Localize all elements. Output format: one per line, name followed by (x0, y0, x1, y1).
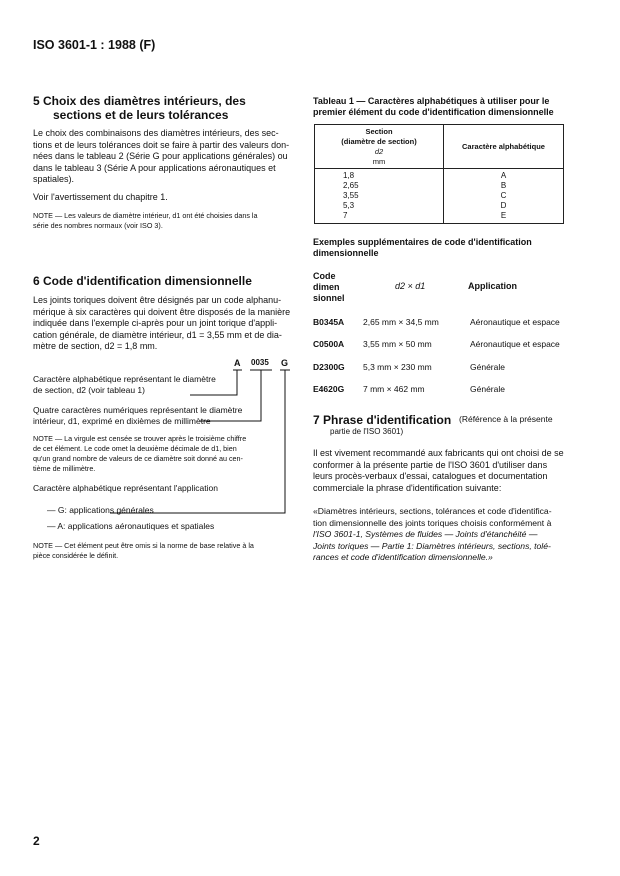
char1-description (33, 374, 216, 396)
examples-header-dims: d2 × d1 (395, 281, 426, 291)
text-line: Caractère alphabétique représentant le diamètre (33, 374, 216, 384)
table-cell-value: 2,65 (343, 181, 359, 190)
text-line: de cet élément. Le code omet la deuxième décimale de d1, bien (33, 444, 237, 453)
text-line: Le choix des combinaisons des diamètres intérieurs, des sec- (33, 128, 279, 138)
document-header: ISO 3601-1 : 1988 (F) (33, 38, 156, 52)
app-char-label: Caractère alphabétique représentant l'application (33, 483, 218, 493)
header-section-cell (315, 125, 444, 169)
table-header-row (315, 125, 564, 169)
example-app: Aéronautique et espace (470, 339, 560, 349)
table-cell-value: 1,8 (343, 171, 355, 180)
code-char-g: G (281, 358, 289, 368)
char4-note (33, 434, 293, 474)
examples-header-code (313, 271, 345, 304)
text-line: Exemples supplémentaires de code d'identification (313, 237, 532, 247)
text-line: qu'un grand nombre de valeurs de ce diamètre soit donné au cen- (33, 454, 243, 463)
text-line: pièce considérée le définit. (33, 551, 119, 560)
code-digits: 0035 (251, 358, 269, 367)
text-line: Section (365, 126, 393, 136)
app-item-general: — G: applications générales (47, 505, 154, 515)
text-line: dimen (313, 282, 340, 292)
text-line: Les joints toriques doivent être désignés par un code alphanu- (33, 295, 282, 305)
examples-title (313, 237, 532, 259)
text-line: NOTE — Cet élément peut être omis si la norme de base relative à la (33, 541, 254, 550)
table-body-row (315, 169, 564, 224)
text-line: tion dimensionnelle des joints toriques choisis conformément à (313, 517, 552, 528)
text-line: NOTE — La virgule est censée se trouver après le troisième chiffre (33, 434, 247, 443)
header-char-cell: Caractère alphabétique (444, 125, 564, 169)
table-cell-value: A (500, 171, 507, 180)
examples-header-app: Application (468, 281, 517, 291)
text-line: l'ISO 3601-1, Systèmes de fluides — Joints d'étanchéité — (313, 529, 538, 539)
text-line: (diamètre de section) (341, 136, 417, 146)
table-cell-value: B (500, 181, 507, 190)
section-5-title-line: 5 Choix des diamètres intérieurs, des (33, 94, 246, 108)
section-6-title: 6 Code d'identification dimensionnelle (33, 274, 252, 288)
text-line: «Diamètres intérieurs, sections, tolérances et code d'identifica- (313, 506, 552, 516)
example-code: B0345A (313, 317, 345, 327)
section-7-ref-line1: (Référence à la présente (459, 414, 553, 424)
example-code: C0500A (313, 339, 345, 349)
section-7-quote (313, 506, 575, 564)
table-cell-value: 7 (343, 211, 348, 220)
text-line: intérieur, d1, exprimé en dixièmes de millimètre (33, 416, 211, 426)
table-cell-value: C (500, 191, 507, 200)
text-line: mm (372, 156, 386, 166)
example-app: Générale (470, 362, 505, 372)
table-cell-value: 5,3 (343, 201, 355, 210)
text-line: tions et de leurs tolérances doit se faire à partir des valeurs don- (33, 139, 290, 150)
text-line: tième de millimètre. (33, 464, 96, 473)
text-line: rances et code d'identification dimensionnelle.» (313, 552, 493, 562)
example-code: D2300G (313, 362, 345, 372)
text-line: cation générale, de diamètre intérieur, d1 = 3,55 mm et de dia- (33, 329, 282, 340)
text-line: NOTE — Les valeurs de diamètre intérieur, d1 ont été choisies dans la (33, 211, 258, 220)
text-line: Quatre caractères numériques représentant le diamètre (33, 405, 243, 415)
code-char-a: A (234, 358, 241, 368)
example-app: Aéronautique et espace (470, 317, 560, 327)
text-line: de section, d2 (voir tableau 1) (33, 385, 145, 395)
text-line: dimensionnelle (313, 248, 379, 258)
section-7-ref-line2: partie de l'ISO 3601) (330, 427, 404, 436)
table-cell-value: D (500, 201, 507, 210)
text-line: premier élément du code d'identification dimensionnelle (313, 107, 554, 117)
text-line: commerciale la phrase d'identification suivante: (313, 482, 502, 493)
text-line: nées dans le tableau 2 (Série G pour applications générales) ou (33, 151, 288, 161)
section-7-title: 7 Phrase d'identification (313, 413, 452, 427)
table-cell-value: 3,55 (343, 191, 359, 200)
text-line: conformer à la présente partie de l'ISO 3601 d'utiliser dans (313, 459, 548, 470)
page-number: 2 (33, 834, 40, 848)
table-1-caption (313, 96, 554, 118)
table-1 (314, 124, 564, 224)
app-note (33, 541, 295, 561)
app-item-aero: — A: applications aéronautiques et spatiales (47, 521, 215, 531)
text-line: leurs procès-verbaux d'essai, catalogues et documentation (313, 471, 548, 481)
text-line: sionnel (313, 293, 345, 303)
example-app: Générale (470, 384, 505, 394)
text-line: Tableau 1 — Caractères alphabétiques à utiliser pour le (313, 96, 550, 106)
section-values-cell (315, 169, 444, 224)
text-line: mètre de section, d2 = 1,8 mm. (33, 341, 158, 351)
section-5-warning: Voir l'avertissement du chapitre 1. (33, 192, 168, 202)
example-dims: 7 mm × 462 mm (363, 384, 425, 394)
text-line: mérique à six caractères qui doivent être disposés de la manière (33, 306, 291, 317)
text-line: Code (313, 271, 336, 281)
char-values-cell (444, 169, 564, 224)
text-line: dans le tableau 3 (Série A pour applications aéronautiques et (33, 162, 276, 173)
text-line: indiquée dans l'exemple ci-après pour un joint torique d'appli- (33, 318, 278, 328)
text-line: spatiales). (33, 174, 75, 184)
section-7-paragraph (313, 448, 575, 494)
text-line: Joints toriques — Partie 1: Diamètres intérieurs, sections, tolé- (313, 540, 551, 551)
text-line: Il est vivement recommandé aux fabricants qui ont choisi de se (313, 448, 564, 458)
table-cell-value: E (500, 211, 507, 220)
text-line: d2 (374, 146, 384, 156)
example-dims: 2,65 mm × 34,5 mm (363, 317, 439, 327)
text-line: série des nombres normaux (voir ISO 3). (33, 221, 163, 230)
example-dims: 3,55 mm × 50 mm (363, 339, 432, 349)
char4-description (33, 405, 242, 427)
section-5-title-line: sections et de leurs tolérances (53, 108, 229, 122)
example-code: E4620G (313, 384, 345, 394)
example-dims: 5,3 mm × 230 mm (363, 362, 432, 372)
